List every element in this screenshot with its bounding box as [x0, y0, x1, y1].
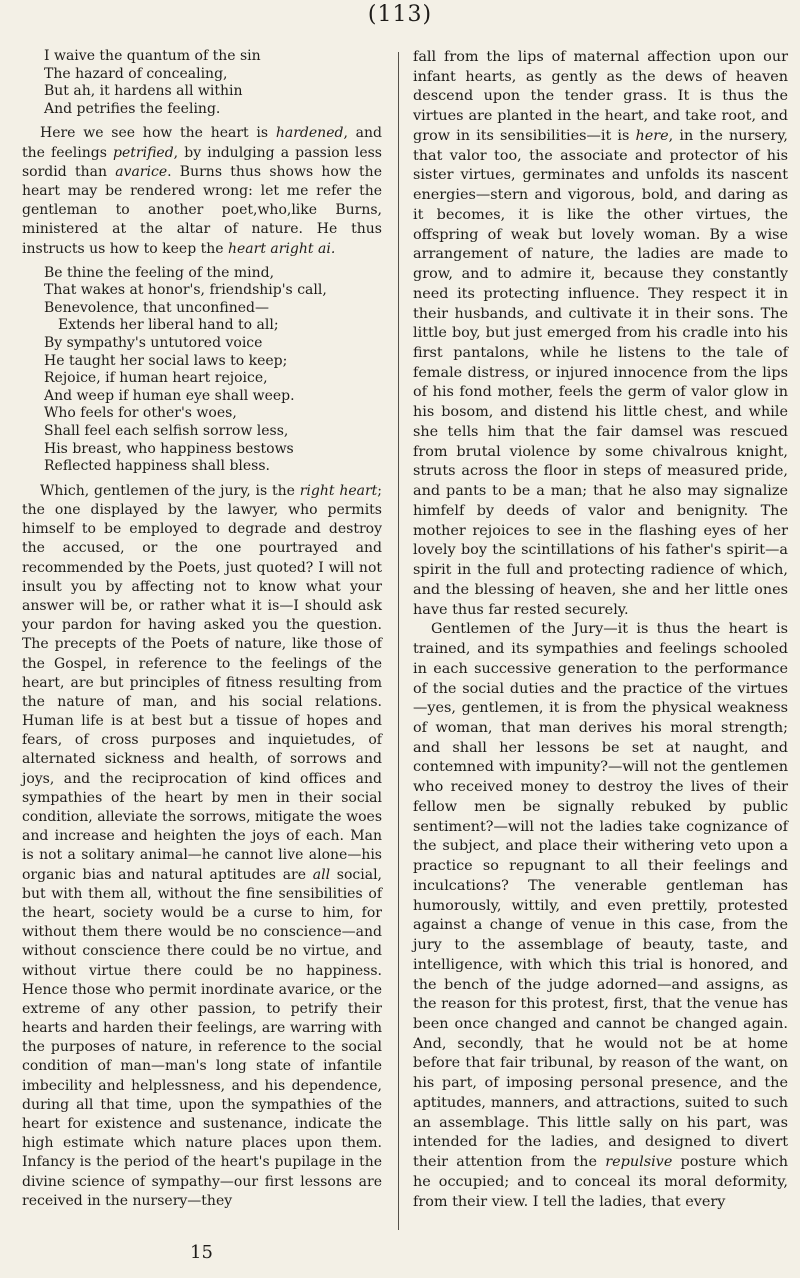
italic-run: right heart [299, 482, 378, 499]
verse-line: And petrifies the feeling. [44, 100, 221, 117]
right-column [413, 48, 788, 1212]
text-run: posture which he occupied; and to conceal its moral deformity, from their view. I tell the ladies, that every [413, 1154, 788, 1210]
verse-line: Benevolence, that unconfined— [44, 299, 270, 316]
paragraph [413, 620, 788, 1212]
verse-burns [22, 48, 382, 118]
italic-run: repulsive [605, 1154, 673, 1171]
verse-line: Extends her liberal hand to all; [58, 317, 279, 334]
verse-line: Shall feel each selfish sorrow less, [44, 423, 289, 440]
verse-poem [22, 265, 382, 476]
verse-line: But ah, it hardens all within [44, 83, 243, 100]
text-run: ; the one displayed by the lawyer, who permits himself to be employed to degrade and destroy the accused, or the one pourtrayed and recommended by the Poets, just quoted? I will not insult you by affecting not to know what your answer will be, or rather what it is—I should ask your pardon for having asked you the question. The precepts of the Poets of nature, like those of the Gospel, in reference to the feelings of the heart, are but principles of fitness resulting from the nature of man, and his social relations. Human life is at best but a tissue of hopes and fears, of cross purposes and inquietudes, of alternated sickness and health, of sorrows and joys, and the reciprocation of kind offices and sympathies of the heart by men in their social condition, alleviate the sorrows, mitigate the woes and increase and heighten the joys of each. Man is not a solitary animal—he cannot live alone—his organic bias and natural aptitudes are [22, 482, 382, 883]
italic-run: petrified [113, 144, 174, 161]
italic-run: all [312, 866, 331, 883]
verse-line: The hazard of concealing, [44, 65, 228, 82]
verse-line: Who feels for other's woes, [44, 405, 237, 422]
text-run: social, but with them all, without the fine sensibilities of the heart, society would be a curse to him, for without them there would be no conscience—and without conscience there could be no virtue, and without virtue there could be no happiness. Hence those who permit inordinate avarice, or the extreme of any other passion, to petrify their hearts and harden their feelings, are warring with the purposes of nature, in reference to the social condition of man—man's long state of infantile imbecility and helplessness, and his dependence, during all that time, upon the sympathies of the heart for existence and sustenance, indicate the high estimate which nature places upon them. Infancy is the period of the heart's pupilage in the divine science of sympathy—our first lessons are received in the nursery—they [22, 866, 382, 1209]
italic-run: hardened [275, 125, 344, 142]
verse-line: He taught her social laws to keep; [44, 352, 288, 369]
verse-line: I waive the quantum of the sin [44, 48, 261, 64]
paragraph [22, 482, 382, 1211]
verse-line: Reflected happiness shall bless. [44, 458, 270, 475]
page-number: (113) [367, 2, 433, 27]
text-run: . Burns thus shows how the heart may be rendered wrong: let me refer the gentleman to another poet,who,like Burns, ministered at the altar of nature. He thus instructs us how to keep the [22, 163, 382, 257]
italic-run: avarice [115, 163, 168, 180]
text-run: Which, gentlemen of the jury, is the [40, 482, 300, 499]
paragraph [413, 48, 788, 620]
italic-run: here [635, 127, 669, 144]
left-column [22, 48, 382, 1211]
verse-line: Be thine the feeling of the mind, [44, 264, 275, 281]
column-divider [398, 52, 399, 1230]
signature-mark: 15 [190, 1242, 213, 1263]
text-run: , and the feelings [22, 125, 382, 161]
text-run: Gentlemen of the Jury—it is thus the heart is trained, and its sympathies and feelings schooled in each successive generation to the performance of the social duties and the practice of the virtues—yes, gentlemen, it is from the physical weakness of woman, that man derives his moral strength; and shall her lessons be set at naught, and contemned with impunity?—will not the gentlemen who received money to destroy the lives of their fellow men be signally rebuked by public sentiment?—will not the ladies take cognizance of the subject, and place their withering veto upon a practice so repugnant to all their feelings and inculcations? The venerable gentleman has humorously, wittily, and even prettily, protested against a change of venue in this case, from the jury to the assemblage of beauty, taste, and intelligence, with which this trial is honored, and the bench of the judge adorned—and assigns, as the reason for this protest, first, that the venue has been once changed and cannot be changed again. And, secondly, that he would not be at home before that fair tribunal, by reason of the want, on his part, of imposing personal presence, and the aptitudes, manners, and attractions, suited to such an assemblage. This little sally on his part, was intended for the ladies, and designed to divert their attention from the [413, 621, 788, 1171]
verse-line: That wakes at honor's, friendship's call, [44, 282, 327, 299]
verse-line: By sympathy's untutored voice [44, 335, 263, 352]
verse-line: His breast, who happiness bestows [44, 440, 294, 457]
text-run: Here we see how the heart is [40, 125, 276, 142]
verse-line: And weep if human eye shall weep. [44, 387, 295, 404]
italic-run: heart aright ai. [228, 240, 336, 257]
paragraph [22, 124, 382, 258]
text-run: , by indulging a passion less sordid than [22, 144, 382, 180]
text-run: fall from the lips of maternal affection upon our infant hearts, as gently as the dews of heaven descend upon the tender grass. It is thus the virtues are planted in the heart, and take root, and grow in its sensibilities—it is [413, 49, 788, 144]
text-run: , in the nursery, that valor too, the associate and protector of his sister virtues, germinates and unfolds its nascent energies—stern and vigorous, bold, and daring as it becomes, it is like the other virtues, the offspring of weak but lovely woman. By a wise arrangement of nature, the ladies are made to grow, and to admire it, because they constantly need its protecting influence. They respect it in their husbands, and cultivate it in their sons. The little boy, but just emerged from his cradle into his first pantalons, while he listens to the tale of female distress, or injured innocence from the lips of his fond mother, feels the germ of valor glow in his bosom, and distend his little chest, and while she tells him that the fair damsel was rescued from brutal violence by some chivalrous knight, struts across the floor in steps of measured pride, and pants to be a man; that he also may signalize himfelf by deeds of valor and benignity. The mother rejoices to see in the flashing eyes of her lovely boy the scintillations of his father's spirit—a spirit in the full and protecting radience of which, and the blessing of heaven, she and her little ones have thus far rested securely. [413, 127, 788, 618]
verse-line: Rejoice, if human heart rejoice, [44, 370, 268, 387]
